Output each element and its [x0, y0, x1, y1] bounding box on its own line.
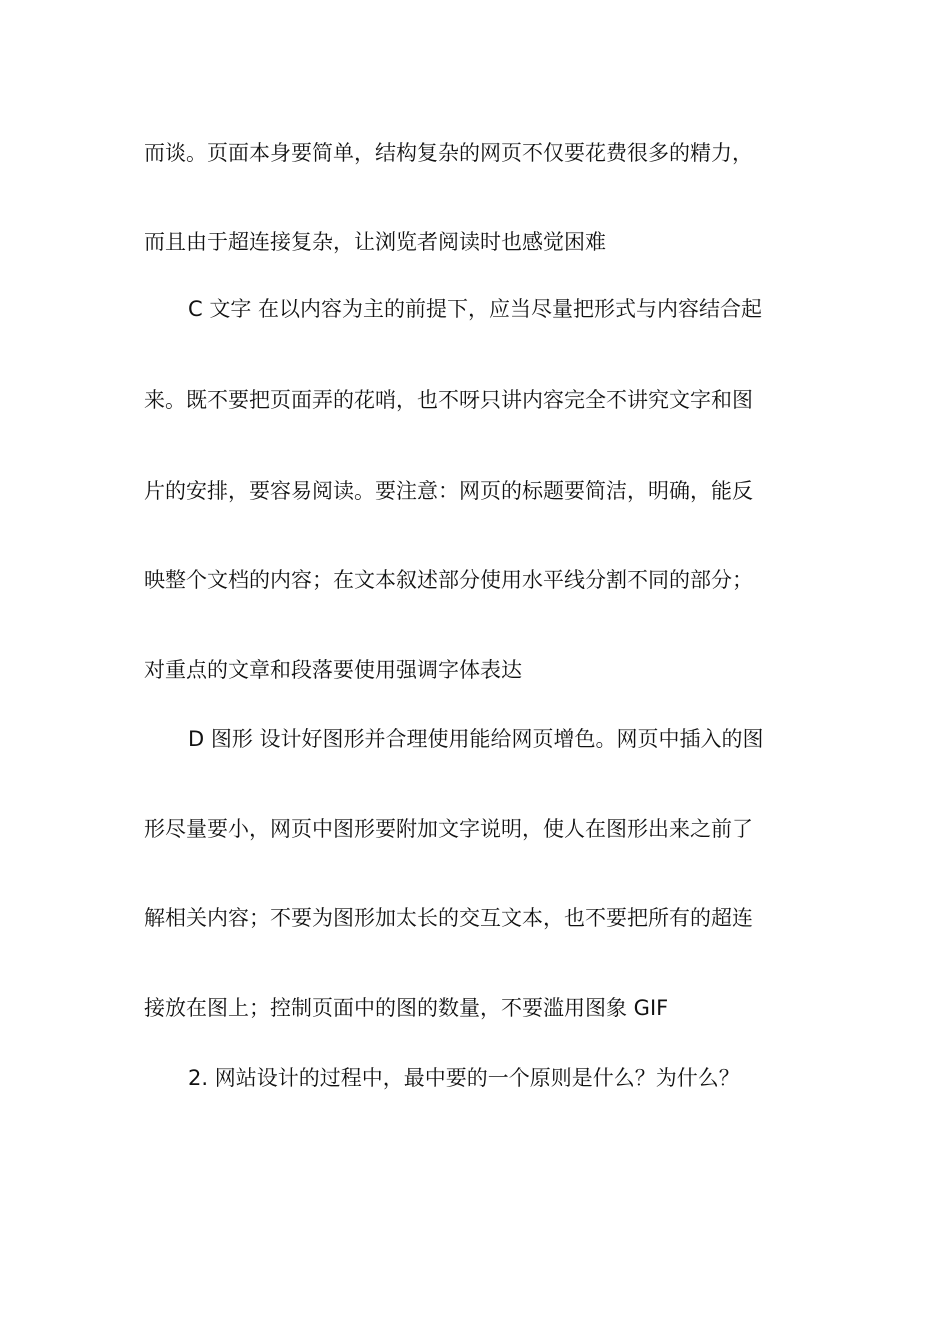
paragraph-line: 片的安排，要容易阅读。要注意：网页的标题要简洁，明确，能反	[144, 479, 753, 503]
paragraph-line: 接放在图上；控制页面中的图的数量，不要滥用图象 GIF	[144, 996, 669, 1020]
question-heading-line: 2. 网站设计的过程中，最中要的一个原则是什么？为什么？	[188, 1066, 740, 1090]
paragraph-line: 而且由于超连接复杂，让浏览者阅读时也感觉困难	[144, 230, 606, 254]
section-d-heading-line: D 图形 设计好图形并合理使用能给网页增色。网页中插入的图	[188, 727, 764, 751]
section-c-heading-line: C 文字 在以内容为主的前提下，应当尽量把形式与内容结合起	[188, 297, 763, 321]
paragraph-line: 形尽量要小，网页中图形要附加文字说明，使人在图形出来之前了	[144, 817, 753, 841]
paragraph-line: 来。既不要把页面弄的花哨，也不呀只讲内容完全不讲究文字和图	[144, 388, 753, 412]
paragraph-line: 解相关内容；不要为图形加太长的交互文本，也不要把所有的超连	[144, 906, 753, 930]
paragraph-line: 而谈。页面本身要简单，结构复杂的网页不仅要花费很多的精力，	[144, 141, 753, 165]
paragraph-line: 对重点的文章和段落要使用强调字体表达	[144, 658, 522, 682]
paragraph-line: 映整个文档的内容；在文本叙述部分使用水平线分割不同的部分；	[144, 568, 753, 592]
